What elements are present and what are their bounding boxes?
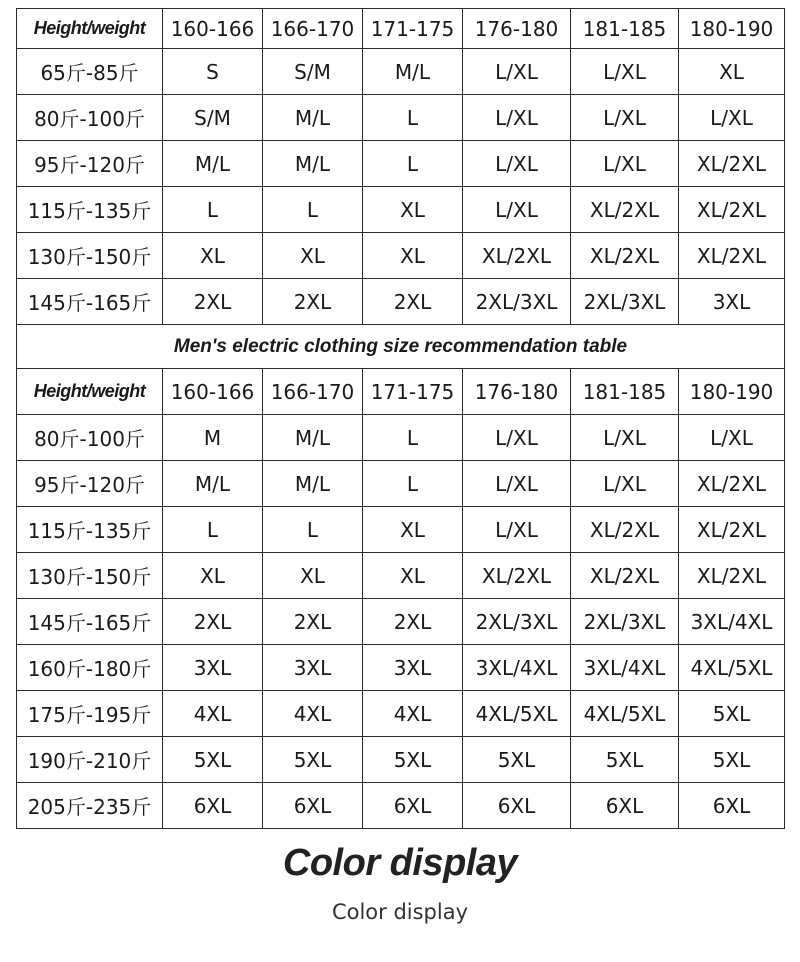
table-row [17, 553, 785, 599]
size-cell: L [163, 507, 263, 553]
size-cell: M/L [263, 95, 363, 141]
table-row [17, 691, 785, 737]
row-label-cell: 190斤-210斤 [17, 737, 163, 783]
size-cell: XL [363, 507, 463, 553]
size-cell: L/XL [679, 95, 785, 141]
header-cell: 166-170 [263, 9, 363, 49]
size-cell: 3XL/4XL [463, 645, 571, 691]
table-row [17, 49, 785, 95]
size-cell: XL/2XL [679, 507, 785, 553]
size-cell: L [363, 461, 463, 507]
size-cell: 6XL [263, 783, 363, 829]
size-cell: XL/2XL [679, 461, 785, 507]
table-row [17, 645, 785, 691]
size-cell: XL [163, 553, 263, 599]
size-cell: 6XL [679, 783, 785, 829]
size-cell: L/XL [571, 49, 679, 95]
table-caption-row [17, 325, 785, 369]
header-cell: 181-185 [571, 9, 679, 49]
size-cell: L [363, 95, 463, 141]
size-cell: XL [363, 187, 463, 233]
size-cell: 4XL [263, 691, 363, 737]
size-cell: L/XL [571, 461, 679, 507]
size-cell: 4XL/5XL [463, 691, 571, 737]
table-caption: Men's electric clothing size recommendation table [17, 325, 785, 369]
table-row [17, 95, 785, 141]
header-cell: 160-166 [163, 369, 263, 415]
size-cell: 5XL [463, 737, 571, 783]
row-label-cell: 115斤-135斤 [17, 187, 163, 233]
table-row [17, 783, 785, 829]
size-cell: L/XL [463, 187, 571, 233]
size-cell: L [163, 187, 263, 233]
size-cell: XL/2XL [679, 187, 785, 233]
size-cell: M/L [163, 141, 263, 187]
size-cell: L/XL [463, 49, 571, 95]
size-cell: XL [263, 233, 363, 279]
size-cell: XL/2XL [679, 141, 785, 187]
size-cell: L/XL [463, 141, 571, 187]
size-cell: 5XL [679, 737, 785, 783]
header-corner-cell: Height/weight [17, 369, 163, 415]
size-cell: 6XL [463, 783, 571, 829]
size-cell: 2XL/3XL [463, 279, 571, 325]
row-label-cell: 95斤-120斤 [17, 461, 163, 507]
table-row [17, 187, 785, 233]
size-cell: L/XL [571, 141, 679, 187]
header-cell: 181-185 [571, 369, 679, 415]
header-cell: 171-175 [363, 369, 463, 415]
size-cell: XL/2XL [679, 233, 785, 279]
header-cell: 180-190 [679, 9, 785, 49]
size-cell: XL/2XL [571, 233, 679, 279]
size-cell: 3XL [679, 279, 785, 325]
size-cell: L/XL [463, 507, 571, 553]
size-cell: 2XL/3XL [463, 599, 571, 645]
size-cell: 2XL [163, 599, 263, 645]
size-cell: XL [263, 553, 363, 599]
size-cell: 2XL/3XL [571, 599, 679, 645]
table-row [17, 415, 785, 461]
table-row [17, 599, 785, 645]
size-cell: L/XL [463, 95, 571, 141]
size-cell: S [163, 49, 263, 95]
header-cell: 171-175 [363, 9, 463, 49]
size-cell: 6XL [571, 783, 679, 829]
size-cell: 4XL/5XL [679, 645, 785, 691]
size-cell: XL [679, 49, 785, 95]
table-row [17, 737, 785, 783]
size-cell: XL [363, 553, 463, 599]
size-cell: XL/2XL [679, 553, 785, 599]
color-display-subtitle: Color display [331, 900, 469, 924]
size-cell: 2XL [363, 279, 463, 325]
size-cell: XL [363, 233, 463, 279]
row-label-cell: 145斤-165斤 [17, 279, 163, 325]
row-label-cell: 80斤-100斤 [17, 415, 163, 461]
size-cell: 3XL [363, 645, 463, 691]
size-cell: L/XL [571, 95, 679, 141]
row-label-cell: 130斤-150斤 [17, 233, 163, 279]
row-label-cell: 95斤-120斤 [17, 141, 163, 187]
size-cell: 6XL [163, 783, 263, 829]
size-cell: 5XL [679, 691, 785, 737]
row-label-cell: 175斤-195斤 [17, 691, 163, 737]
size-cell: 4XL/5XL [571, 691, 679, 737]
size-cell: M/L [363, 49, 463, 95]
table-row [17, 507, 785, 553]
size-cell: M/L [263, 415, 363, 461]
size-cell: XL [163, 233, 263, 279]
row-label-cell: 80斤-100斤 [17, 95, 163, 141]
header-cell: 166-170 [263, 369, 363, 415]
table-row [17, 279, 785, 325]
row-label-cell: 205斤-235斤 [17, 783, 163, 829]
size-cell: 2XL [263, 279, 363, 325]
header-corner-cell: Height/weight [17, 9, 163, 49]
size-cell: L/XL [463, 461, 571, 507]
size-cell: 3XL/4XL [679, 599, 785, 645]
row-label-cell: 160斤-180斤 [17, 645, 163, 691]
size-cell: M/L [263, 461, 363, 507]
table-row [17, 141, 785, 187]
size-cell: L/XL [571, 415, 679, 461]
table-row [17, 461, 785, 507]
size-table-2 [16, 324, 785, 829]
size-cell: 3XL [163, 645, 263, 691]
row-label-cell: 130斤-150斤 [17, 553, 163, 599]
size-cell: 2XL [163, 279, 263, 325]
size-cell: XL/2XL [571, 187, 679, 233]
size-table-1 [16, 8, 785, 325]
size-cell: XL/2XL [463, 553, 571, 599]
size-cell: M/L [163, 461, 263, 507]
size-cell: 5XL [571, 737, 679, 783]
color-display-title: Color display [282, 842, 518, 884]
size-cell: 5XL [263, 737, 363, 783]
size-cell: XL/2XL [463, 233, 571, 279]
header-cell: 176-180 [463, 9, 571, 49]
size-cell: L [263, 507, 363, 553]
header-cell: 180-190 [679, 369, 785, 415]
size-cell: 5XL [363, 737, 463, 783]
size-cell: L/XL [463, 415, 571, 461]
size-cell: 4XL [363, 691, 463, 737]
size-cell: 6XL [363, 783, 463, 829]
size-cell: 2XL [263, 599, 363, 645]
size-cell: M [163, 415, 263, 461]
table-header-row [17, 369, 785, 415]
size-cell: XL/2XL [571, 507, 679, 553]
header-cell: 160-166 [163, 9, 263, 49]
size-cell: 2XL/3XL [571, 279, 679, 325]
size-cell: S/M [263, 49, 363, 95]
row-label-cell: 115斤-135斤 [17, 507, 163, 553]
size-cell: L [363, 141, 463, 187]
size-cell: S/M [163, 95, 263, 141]
size-cell: XL/2XL [571, 553, 679, 599]
size-cell: L/XL [679, 415, 785, 461]
row-label-cell: 65斤-85斤 [17, 49, 163, 95]
table-header-row [17, 9, 785, 49]
row-label-cell: 145斤-165斤 [17, 599, 163, 645]
size-cell: 2XL [363, 599, 463, 645]
size-cell: 5XL [163, 737, 263, 783]
size-cell: 4XL [163, 691, 263, 737]
size-cell: L [263, 187, 363, 233]
table-row [17, 233, 785, 279]
header-cell: 176-180 [463, 369, 571, 415]
size-cell: M/L [263, 141, 363, 187]
size-cell: L [363, 415, 463, 461]
size-cell: 3XL [263, 645, 363, 691]
size-cell: 3XL/4XL [571, 645, 679, 691]
